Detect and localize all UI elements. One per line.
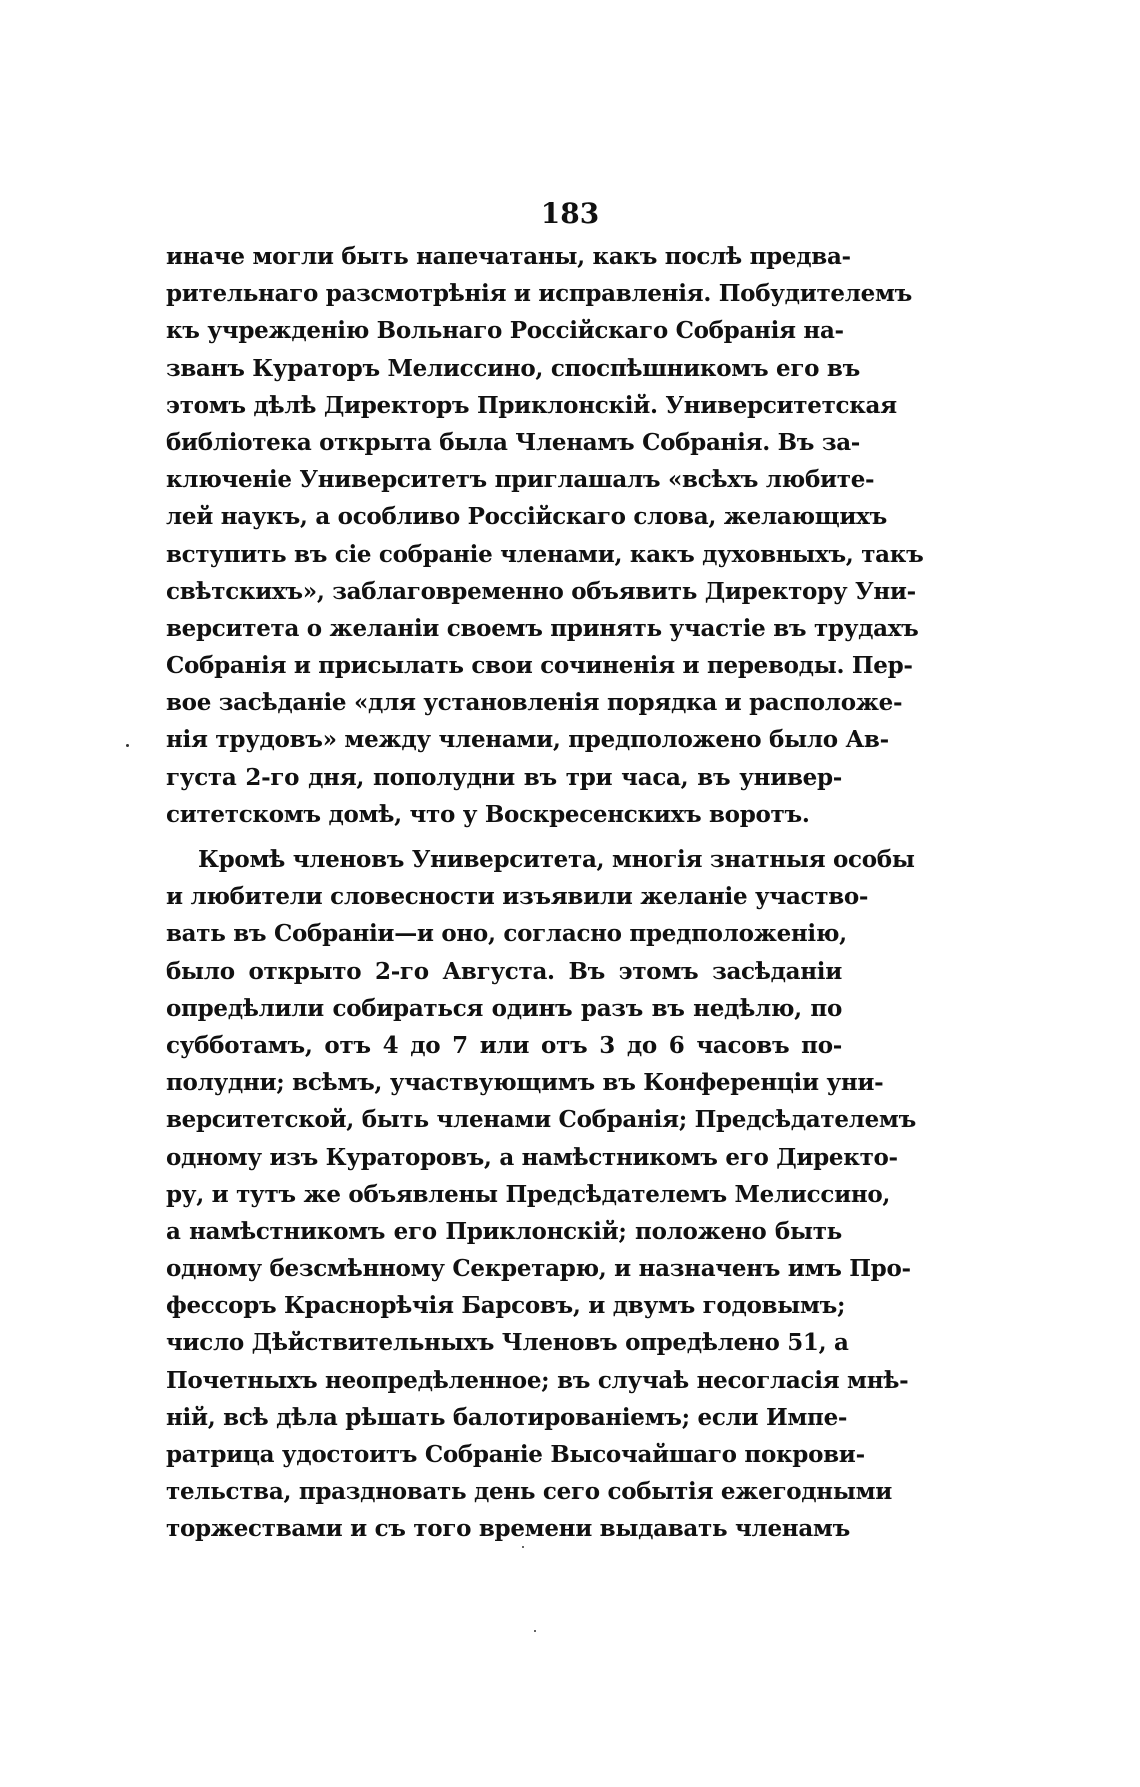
paragraph-2 (166, 841, 916, 1548)
paragraph-gap (166, 833, 842, 841)
text-line: рительнаго разсмотрѣнія и исправленія. Побудителемъ (166, 280, 913, 308)
text-line: библіотека открыта была Членамъ Собранія. Въ за- (166, 428, 861, 456)
text-line: Собранія и присылать свои сочиненія и переводы. Пер- (166, 652, 913, 680)
text-line: и любители словесности изъявили желаніе участво- (166, 883, 869, 911)
text-line: одному изъ Кураторовъ, а намѣстникомъ его Директо- (166, 1143, 898, 1171)
text-line: ру, и тутъ же объявлены Предсѣдателемъ Мелиссино, (166, 1180, 891, 1208)
print-speck (534, 1630, 536, 1632)
text-line: тельства, праздновать день сего событія ежегодными (166, 1478, 893, 1506)
text-line: число Дѣйствительныхъ Членовъ опредѣлено 51, а (166, 1329, 849, 1357)
text-line: было открыто 2-го Августа. Въ этомъ засѣданіи (166, 957, 842, 985)
page-number: 183 (540, 197, 600, 230)
print-speck (126, 744, 129, 747)
text-line: ратрица удостоитъ Собраніе Высочайшаго покрови- (166, 1441, 865, 1468)
text-line: вое засѣданіе «для установленія порядка и расположе- (166, 689, 903, 717)
text-line: густа 2-го дня, пополудни въ три часа, въ универ- (166, 763, 842, 791)
text-line: верситетской, быть членами Собранія; Предсѣдателемъ (166, 1106, 916, 1134)
text-line: субботамъ, отъ 4 до 7 или отъ 3 до 6 часовъ по- (166, 1031, 842, 1059)
text-line: иначе могли быть напечатаны, какъ послѣ предва- (166, 243, 851, 270)
text-line: ситетскомъ домѣ, что у Воскресенскихъ воротъ. (166, 800, 810, 828)
text-line: опредѣлили собираться одинъ разъ въ недѣлю, по (166, 994, 842, 1022)
text-line: полудни; всѣмъ, участвующимъ въ Конференціи уни- (166, 1069, 884, 1097)
text-line: лей наукъ, а особливо Россійскаго слова, желающихъ (166, 503, 887, 531)
text-line: этомъ дѣлѣ Директоръ Приклонскій. Университетская (166, 391, 897, 419)
text-line: вать въ Собраніи—и оно, согласно предположенію, (166, 920, 847, 948)
text-line: вступить въ сіе собраніе членами, какъ духовныхъ, такъ (166, 540, 924, 568)
text-line: ній, всѣ дѣла рѣшать балотированіемъ; если Импе- (166, 1403, 848, 1431)
text-line: званъ Кураторъ Мелиссино, споспѣшникомъ его въ (166, 354, 860, 382)
text-line: верситета о желаніи своемъ принять участіе въ трудахъ (166, 614, 919, 642)
text-line: одному безсмѣнному Секретарю, и назначенъ имъ Про- (166, 1255, 911, 1283)
paragraph-1 (166, 238, 924, 833)
text-line: Кромѣ членовъ Университета, многія знатныя особы (198, 846, 915, 873)
body-text (166, 238, 924, 1548)
text-line: свѣтскихъ», заблаговременно объявить Директору Уни- (166, 577, 916, 605)
text-line: а намѣстникомъ его Приклонскій; положено быть (166, 1217, 842, 1245)
text-line: нія трудовъ» между членами, предположено было Ав- (166, 726, 889, 754)
text-line: фессоръ Краснорѣчія Барсовъ, и двумъ годовымъ; (166, 1292, 846, 1320)
text-line: торжествами и съ того времени выдавать членамъ (166, 1515, 850, 1543)
text-line: Почетныхъ неопредѣленное; въ случаѣ несогласія мнѣ- (166, 1366, 909, 1394)
text-line: ключеніе Университетъ приглашалъ «всѣхъ любите- (166, 466, 875, 494)
print-speck (522, 1546, 524, 1548)
text-line: къ учрежденію Вольнаго Россійскаго Собранія на- (166, 317, 844, 345)
